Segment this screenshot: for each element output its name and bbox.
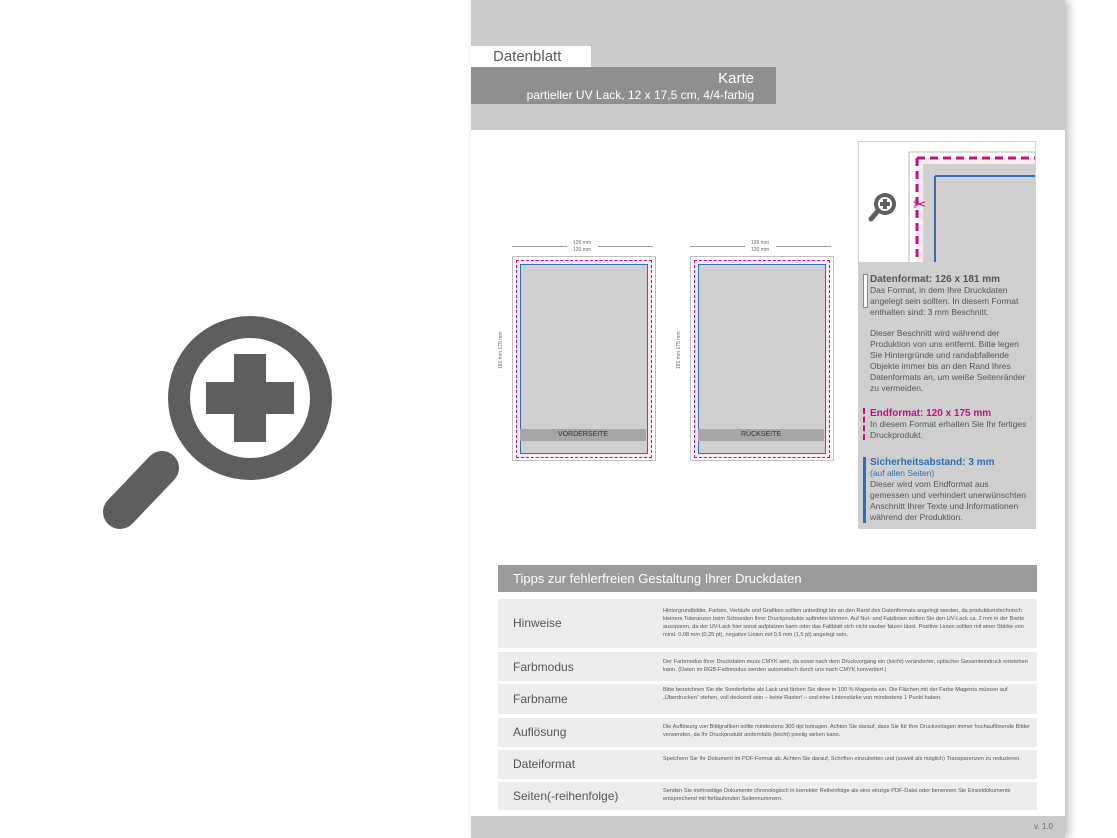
tip-row-aufloesung: Auflösung Die Auflösung von Bildgrafiken sollte mindestens 300 dpi betragen. Achten Sie darauf, dass Sie für Ihre Druckvorlagen immer hochauflösende Bilder verwenden, da Ihr Druckprodukt andernfalls (leicht) pixelig wirken kann. (498, 718, 1037, 747)
beschnitt-info: Dieser Beschnitt wird während der Produktion von uns entfernt. Bitte legen Sie Hintergründe und randabfallende Objekte immer bis an den Rand Ihres Datenformats an, um weiße Seitenränder zu vermeiden. (870, 328, 1026, 393)
card-width-dimensions: 126 mm 120 mm (572, 240, 592, 253)
svg-text:✂: ✂ (913, 195, 927, 214)
detail-zoom-preview (858, 141, 1036, 263)
version-label: v. 1.0 (1034, 822, 1053, 831)
sicherheitsabstand-info: Sicherheitsabstand: 3 mm (auf allen Seiten) Dieser wird vom Endformat aus gemessen und verhindert unerwünschten Anschnitt Ihrer Texte und Informationen während der Produktion. (870, 457, 1030, 523)
card-side-label: RÜCKSEITE (698, 429, 824, 441)
endformat-info: Endformat: 120 x 175 mm In diesem Format erhalten Sie Ihr fertiges Druckprodukt. (870, 408, 1030, 441)
product-title-bar (471, 67, 776, 104)
datenformat-info: Datenformat: 126 x 181 mm Das Format, in dem Ihre Druckdaten angelegt sein sollten. In diesem Format enthalten sind: 3 mm Beschnitt. (870, 274, 1030, 318)
tip-row-seitenreihenfolge: Seiten(-reihenfolge) Senden Sie mehrseitige Dokumente chronologisch in korrekter Reihenfolge als eine einzige PDF-Datei oder benennen Sie Einzeldokumente entsprechend mit fortlaufenden Seitennummern. (498, 782, 1037, 810)
card-back-diagram (676, 240, 836, 465)
safety-area (520, 264, 648, 454)
card-side-label: VORDERSEITE (520, 429, 646, 441)
card-height-dimensions: 181 mm 175 mm (676, 331, 682, 369)
tip-row-dateiformat: Dateiformat Speichern Sie Ihr Dokument im PDF-Format ab. Achten Sie darauf, Schriften einzubetten und (soweit als möglich) Transparenzen zu reduzieren. (498, 750, 1037, 779)
product-title: Karte (718, 70, 754, 87)
safety-area (698, 264, 826, 454)
tip-row-farbname: Farbname Bitte bezeichnen Sie die Sonderfarbe als Lack und färben Sie diese in 100 % Magenta ein. Die Flächen mit der Farbe Magenta müssen auf „Überdrucken“ stehen, voll deckend sein – keine Raster! – und eine Linienstärke von mindestens 1 Punkt haben. (498, 684, 1037, 714)
zoom-in-icon[interactable] (100, 300, 360, 550)
tip-row-hinweise: Hinweise Hintergrundbilder, Farben, Verläufe und Grafiken sollten unbedingt bis an den Rand des Datenformats angelegt werden, da produktionstechnisch kleinere Toleranzen beim Schneiden Ihrer Druckprodukte auftreten können. Auf Nut- und Falzlinien sollten Sie den UV-Lack ca. 2 mm in der Breite aussparen, da der UV-Lack hier sonst aufplatzen kann oder das Faltblatt sich nicht sauber falzen lässt. Positive Linien sollten mit einer Stärke von mind. 0,08 mm (0,25 pt), negative Linien mit 0,5 mm (1,5 pt) angelegt sein. (498, 599, 1037, 648)
card-height-dimensions: 181 mm 175 mm (498, 331, 504, 369)
datenblatt-tab: Datenblatt (471, 46, 591, 68)
card-width-dimensions: 126 mm 120 mm (750, 240, 770, 253)
page-footer (471, 816, 1065, 838)
corner-detail-graphic (859, 142, 1036, 263)
product-subtitle: partieller UV Lack, 12 x 17,5 cm, 4/4-farbig (526, 88, 754, 102)
card-front-diagram (498, 240, 658, 465)
tips-heading: Tipps zur fehlerfreien Gestaltung Ihrer Druckdaten (498, 565, 1037, 592)
format-info-panel (858, 141, 1036, 529)
datasheet-page (471, 0, 1065, 838)
tip-row-farbmodus: Farbmodus Der Farbmodus Ihrer Druckdaten muss CMYK sein, da sonst nach dem Druckvorgang ein (leicht) veränderter, optischer Gesamteindruck entstehen kann. (Daten im RGB-Farbmodus werden automatisch durch uns nach CMYK konvertiert.) (498, 652, 1037, 681)
